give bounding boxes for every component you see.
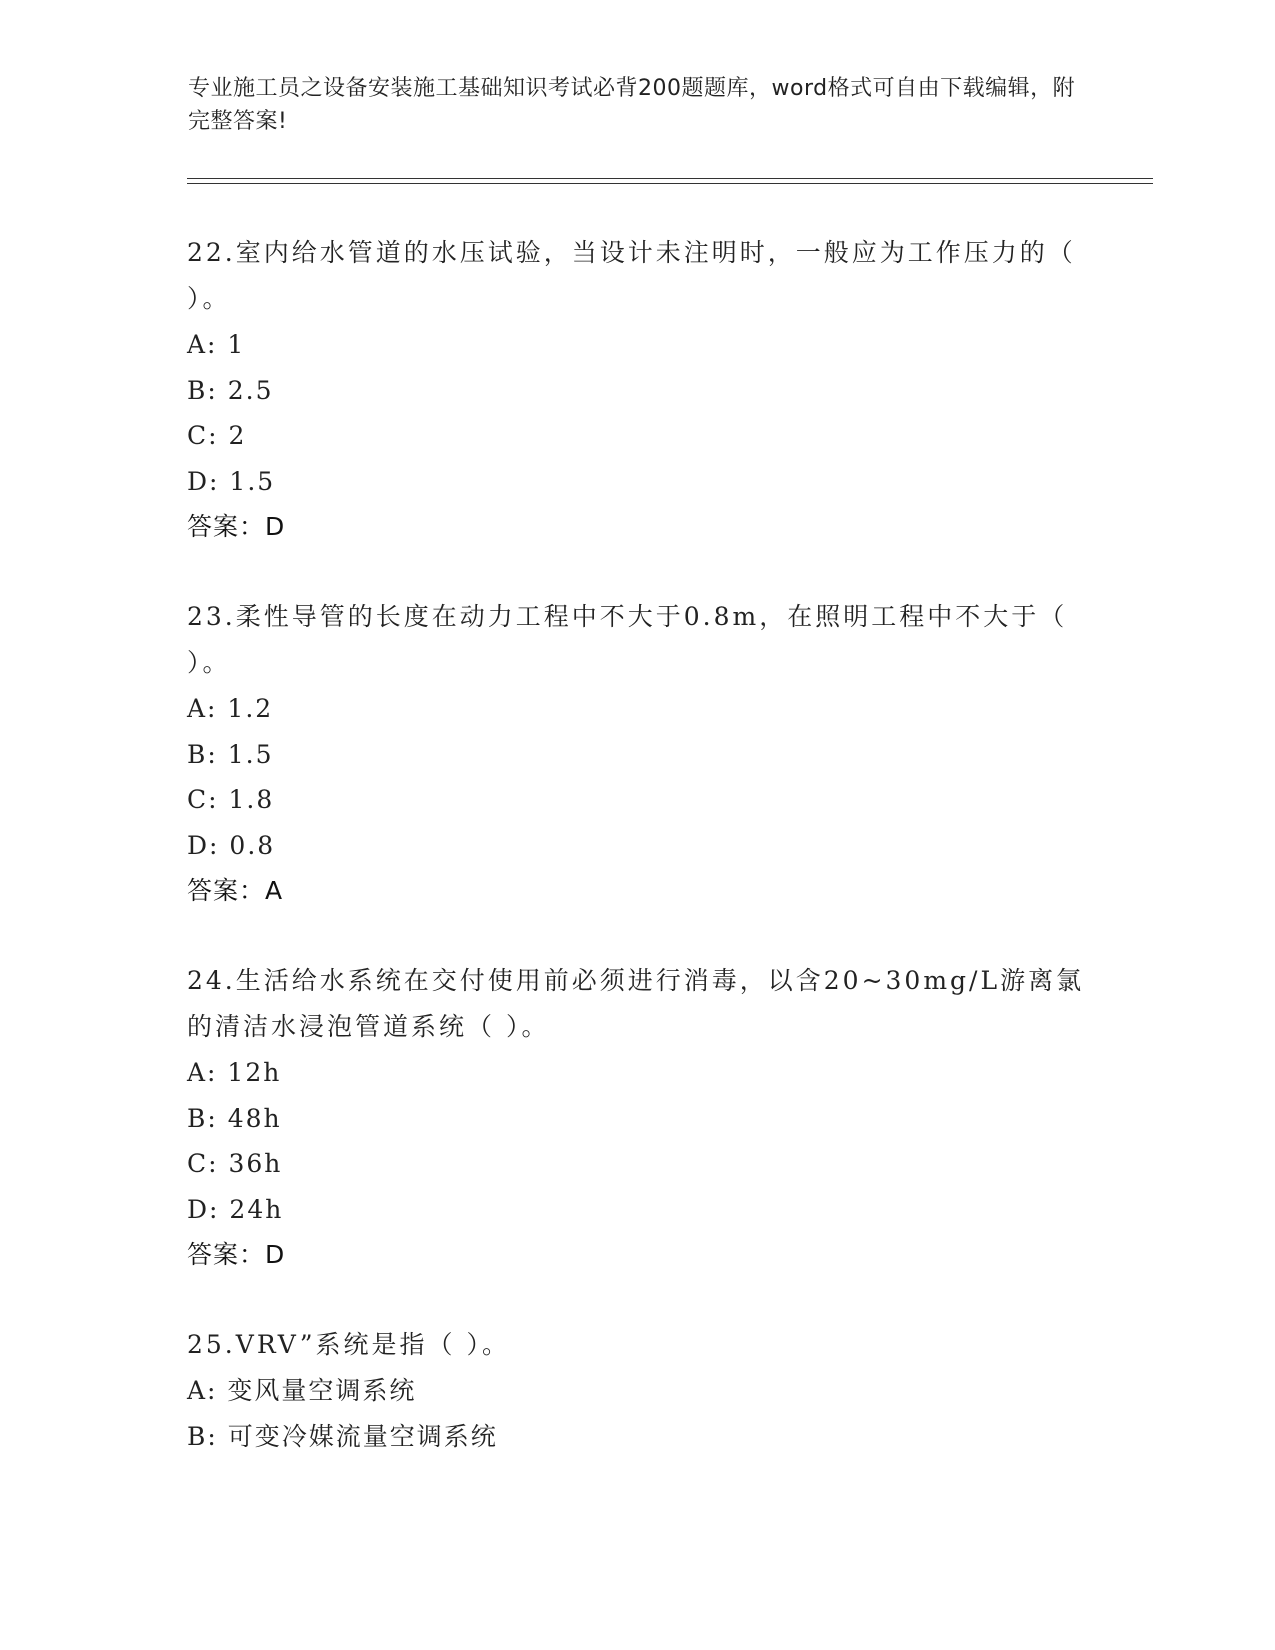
question-text: 23.柔性导管的长度在动力工程中不大于0.8m，在照明工程中不大于（ ）。	[187, 602, 1068, 677]
option-d: D: 0.8	[187, 830, 276, 860]
option-a: A: 1	[187, 330, 246, 359]
question-23	[187, 594, 1087, 914]
option-c: C: 1.8	[187, 785, 275, 814]
header-rule-bottom	[187, 183, 1153, 184]
option-b: B: 1.5	[187, 739, 274, 769]
question-text: 24.生活给水系统在交付使用前必须进行消毒，以含20~30mg/L游离氯的清洁水浸泡管道系统（ ）。	[187, 966, 1085, 1041]
document-header: 专业施工员之设备安装施工基础知识考试必背200题题库，word格式可自由下载编辑，附完整答案!	[188, 76, 1076, 134]
option-c: C: 2	[187, 421, 247, 450]
question-text: 25.VRV”系统是指（ ）。	[187, 1330, 510, 1359]
option-d: D: 24h	[187, 1194, 284, 1224]
option-b: B: 可变冷媒流量空调系统	[187, 1421, 498, 1451]
option-a: A: 变风量空调系统	[187, 1376, 417, 1405]
answer: 答案：D	[187, 1240, 286, 1269]
answer: 答案：A	[187, 876, 284, 905]
option-a: A: 1.2	[187, 694, 274, 723]
option-c: C: 36h	[187, 1149, 283, 1178]
question-25	[187, 1322, 1087, 1459]
question-22	[187, 230, 1087, 550]
header-rule-top	[187, 178, 1153, 179]
option-a: A: 12h	[187, 1058, 282, 1087]
answer: 答案：D	[187, 512, 286, 541]
option-b: B: 48h	[187, 1103, 282, 1133]
question-text: 22.室内给水管道的水压试验，当设计未注明时，一般应为工作压力的（ ）。	[187, 238, 1076, 313]
option-b: B: 2.5	[187, 375, 274, 405]
option-d: D: 1.5	[187, 466, 276, 496]
question-24	[187, 958, 1087, 1278]
